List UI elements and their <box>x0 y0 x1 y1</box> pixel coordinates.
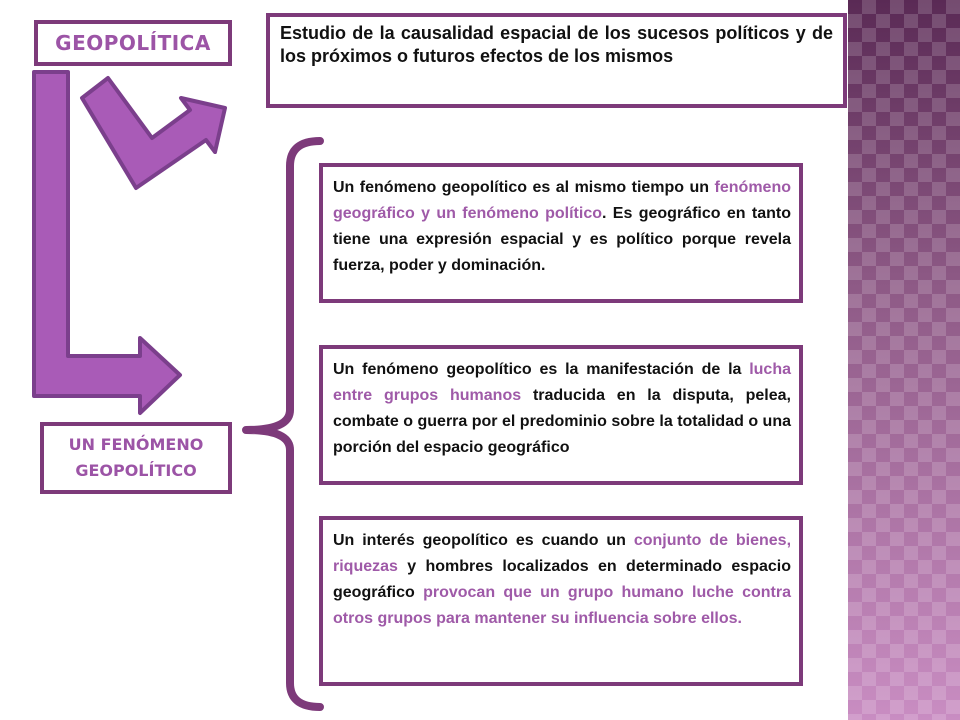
title-box <box>34 20 232 66</box>
info-box-2-text-1: Un fenómeno geopolítico es la manifestación de la <box>333 361 750 378</box>
info-box-2-highlight: lucha entre grupos humanos <box>333 361 791 404</box>
info-box-3-text-2: y hombres localizados en determinado espacio geográfico <box>333 558 791 601</box>
info-box-3-highlight-2: provocan que un grupo humano luche contra otros grupos para mantener su influencia sobre ellos. <box>333 584 792 627</box>
info-box-2 <box>319 345 803 485</box>
info-box-1 <box>319 163 803 303</box>
info-box-3-text-1: Un interés geopolítico es cuando un <box>333 532 634 549</box>
phenomenon-line-1: UN FENÓMENO <box>68 435 204 454</box>
phenomenon-box <box>40 422 232 494</box>
curly-brace <box>246 141 320 707</box>
phenomenon-line-2: GEOPOLÍTICO <box>75 461 197 480</box>
definition-text: Estudio de la causalidad espacial de los sucesos políticos y de los próximos o futuros efectos de los mismos <box>280 23 833 66</box>
info-box-1-text-2: . Es geográfico en tanto tiene una expresión espacial y es político porque revela fuerza, poder y dominación. <box>333 205 792 274</box>
arrow-to-definition <box>82 78 225 188</box>
info-box-3-highlight-1: conjunto de bienes, riquezas <box>333 532 792 575</box>
info-box-2-text-2: traducida en la disputa, pelea, combate o guerra por el predominio sobre la totalidad o una porción del espacio geográfico <box>333 387 791 456</box>
info-box-3 <box>319 516 803 686</box>
page-title: GEOPOLÍTICA <box>55 31 211 55</box>
info-box-1-highlight: fenómeno geográfico y un fenómeno político <box>333 179 791 222</box>
info-box-1-text-1: Un fenómeno geopolítico es al mismo tiempo un <box>333 179 715 196</box>
definition-box <box>266 13 847 108</box>
